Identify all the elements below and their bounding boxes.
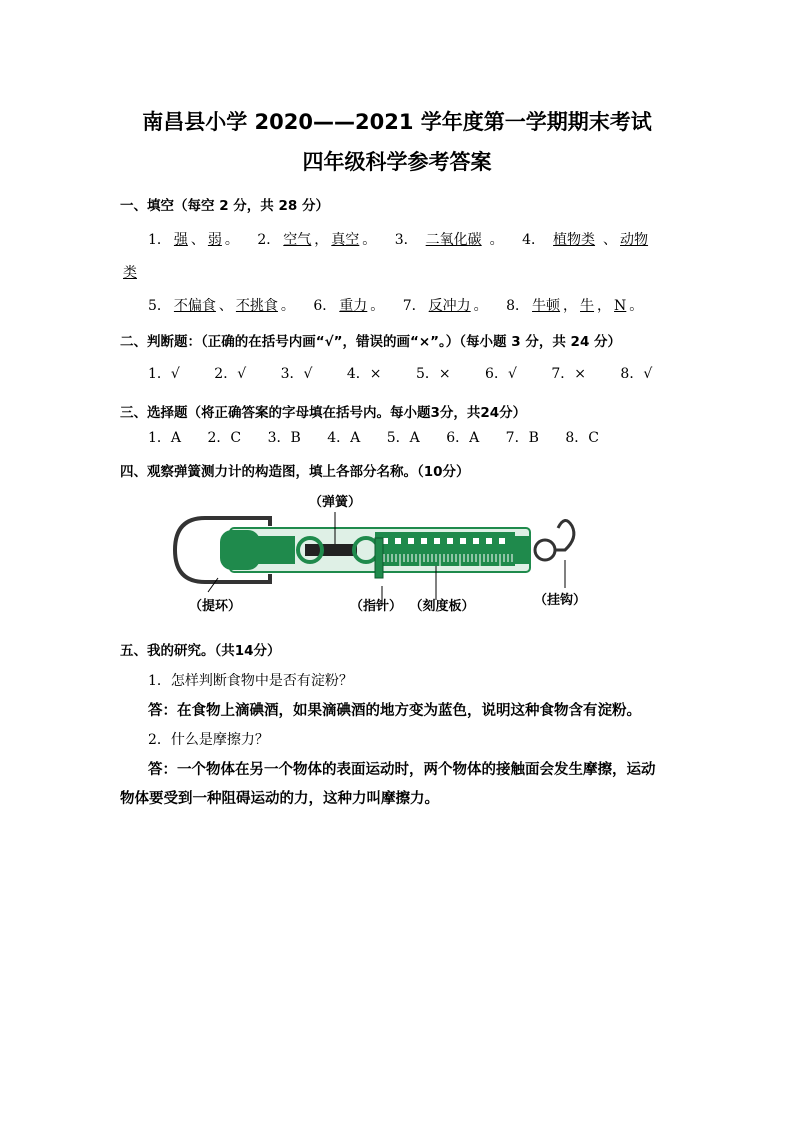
choice-answer: 5．A bbox=[386, 430, 420, 446]
punct: 。 bbox=[629, 298, 644, 314]
punct: ， bbox=[314, 232, 329, 248]
item-number: 6． bbox=[313, 298, 337, 314]
judge-answer: 4．× bbox=[346, 366, 382, 382]
section3-heading: 三、选择题（将正确答案的字母填在括号内。每小题3分，共24分） bbox=[120, 405, 527, 421]
section5-heading: 五、我的研究。（共14分） bbox=[120, 643, 281, 659]
scale-window bbox=[421, 538, 427, 544]
scale-window bbox=[460, 538, 466, 544]
section3-answers bbox=[148, 427, 599, 447]
question-2: 2．什么是摩擦力？ bbox=[148, 732, 269, 748]
answer-1: 答：在食物上滴碘酒，如果滴碘酒的地方变为蓝色，说明这种食物含有淀粉。 bbox=[148, 703, 641, 719]
item-number: 5． bbox=[148, 298, 171, 314]
punct: 、 bbox=[190, 232, 205, 248]
page-subtitle: 四年级科学参考答案 bbox=[302, 150, 492, 174]
judge-answer: 8．√ bbox=[620, 366, 653, 382]
item-number: 8． bbox=[506, 298, 530, 314]
choice-answer: 2．C bbox=[207, 430, 242, 446]
punct: ， bbox=[563, 298, 578, 314]
punct: 。 bbox=[362, 232, 377, 248]
label-spring: （弹簧） bbox=[308, 495, 362, 510]
label-scale: （刻度板） bbox=[409, 599, 475, 614]
fill-answer: 反冲力 bbox=[428, 298, 471, 314]
punct: 、 bbox=[218, 298, 233, 314]
fill-answer: 重力 bbox=[339, 298, 368, 314]
punct: 。 bbox=[224, 232, 239, 248]
fill-answer: 不偏食 bbox=[173, 298, 216, 314]
pointer bbox=[375, 538, 383, 578]
spring bbox=[305, 544, 357, 556]
fill-answer: 牛顿 bbox=[532, 298, 561, 314]
fill-answer: N bbox=[614, 298, 627, 314]
choice-answer: 4．A bbox=[327, 430, 361, 446]
page-title: 南昌县小学 2020——2021 学年度第一学期期末考试 bbox=[142, 110, 652, 134]
section2-answers bbox=[148, 363, 652, 383]
item-number: 2． bbox=[257, 232, 281, 248]
section1-row2 bbox=[120, 262, 140, 282]
right-cap bbox=[515, 536, 529, 564]
scale-window bbox=[499, 538, 505, 544]
judge-answer: 6．√ bbox=[485, 366, 517, 382]
judge-answer: 7．× bbox=[551, 366, 586, 382]
scale-window bbox=[395, 538, 401, 544]
label-hook: （挂钩） bbox=[533, 593, 587, 608]
punct: 。 bbox=[280, 298, 295, 314]
label-ring: （提环） bbox=[188, 599, 242, 614]
fill-answer: 真空 bbox=[331, 232, 360, 248]
spring-scale-diagram bbox=[170, 488, 600, 623]
item-number: 3． bbox=[394, 232, 418, 248]
fill-answer: 强 bbox=[173, 232, 188, 248]
item-number: 4． bbox=[522, 232, 546, 248]
fill-answer: 植物类 bbox=[553, 232, 596, 248]
hook bbox=[555, 520, 574, 550]
judge-answer: 1．√ bbox=[148, 366, 180, 382]
fill-answer: 牛 bbox=[580, 298, 595, 314]
judge-answer: 2．√ bbox=[214, 366, 247, 382]
fill-answer: 空气 bbox=[283, 232, 312, 248]
punct: 、 bbox=[603, 232, 618, 248]
cap-block bbox=[255, 536, 295, 564]
answer-2-line1: 答：一个物体在另一个物体的表面运动时，两个物体的接触面会发生摩擦，运动 bbox=[148, 762, 656, 778]
choice-answer: 1．A bbox=[148, 430, 182, 446]
question-1: 1．怎样判断食物中是否有淀粉？ bbox=[148, 673, 353, 689]
choice-answer: 3．B bbox=[267, 430, 301, 446]
fill-answer: 二氧化碳 bbox=[425, 232, 482, 248]
item-number: 7． bbox=[402, 298, 426, 314]
scale-window bbox=[434, 538, 440, 544]
hook-eye bbox=[535, 540, 555, 560]
choice-answer: 6．A bbox=[446, 430, 480, 446]
fill-answer: 弱 bbox=[207, 232, 222, 248]
scale-window bbox=[486, 538, 492, 544]
choice-answer: 8．C bbox=[565, 430, 599, 446]
item-number: 1． bbox=[148, 232, 171, 248]
punct: 。 bbox=[370, 298, 385, 314]
judge-answer: 3．√ bbox=[280, 366, 313, 382]
punct: 。 bbox=[489, 232, 504, 248]
punct: 。 bbox=[473, 298, 488, 314]
section1-row3 bbox=[148, 295, 643, 315]
fill-answer: 动物 bbox=[620, 232, 649, 248]
fill-answer: 类 bbox=[123, 265, 137, 281]
answer-2-line2: 物体要受到一种阻碍运动的力，这种力叫摩擦力。 bbox=[120, 791, 439, 807]
section4-heading: 四、观察弹簧测力计的构造图，填上各部分名称。（10分） bbox=[120, 464, 470, 480]
section2-heading: 二、判断题：（正确的在括号内画“√”，错误的画“×”。）（每小题 3 分，共 24 分） bbox=[120, 334, 622, 350]
scale-window bbox=[408, 538, 414, 544]
judge-answer: 5．× bbox=[415, 366, 451, 382]
end-cap bbox=[220, 530, 260, 570]
choice-answer: 7．B bbox=[505, 430, 539, 446]
fill-answer: 不挑食 bbox=[235, 298, 278, 314]
section1-row1 bbox=[148, 229, 651, 249]
scale-window bbox=[447, 538, 453, 544]
punct: ， bbox=[597, 298, 612, 314]
label-pointer: （指针） bbox=[349, 599, 403, 614]
scale-window bbox=[473, 538, 479, 544]
section1-heading: 一、填空（每空 2 分，共 28 分） bbox=[120, 198, 329, 214]
